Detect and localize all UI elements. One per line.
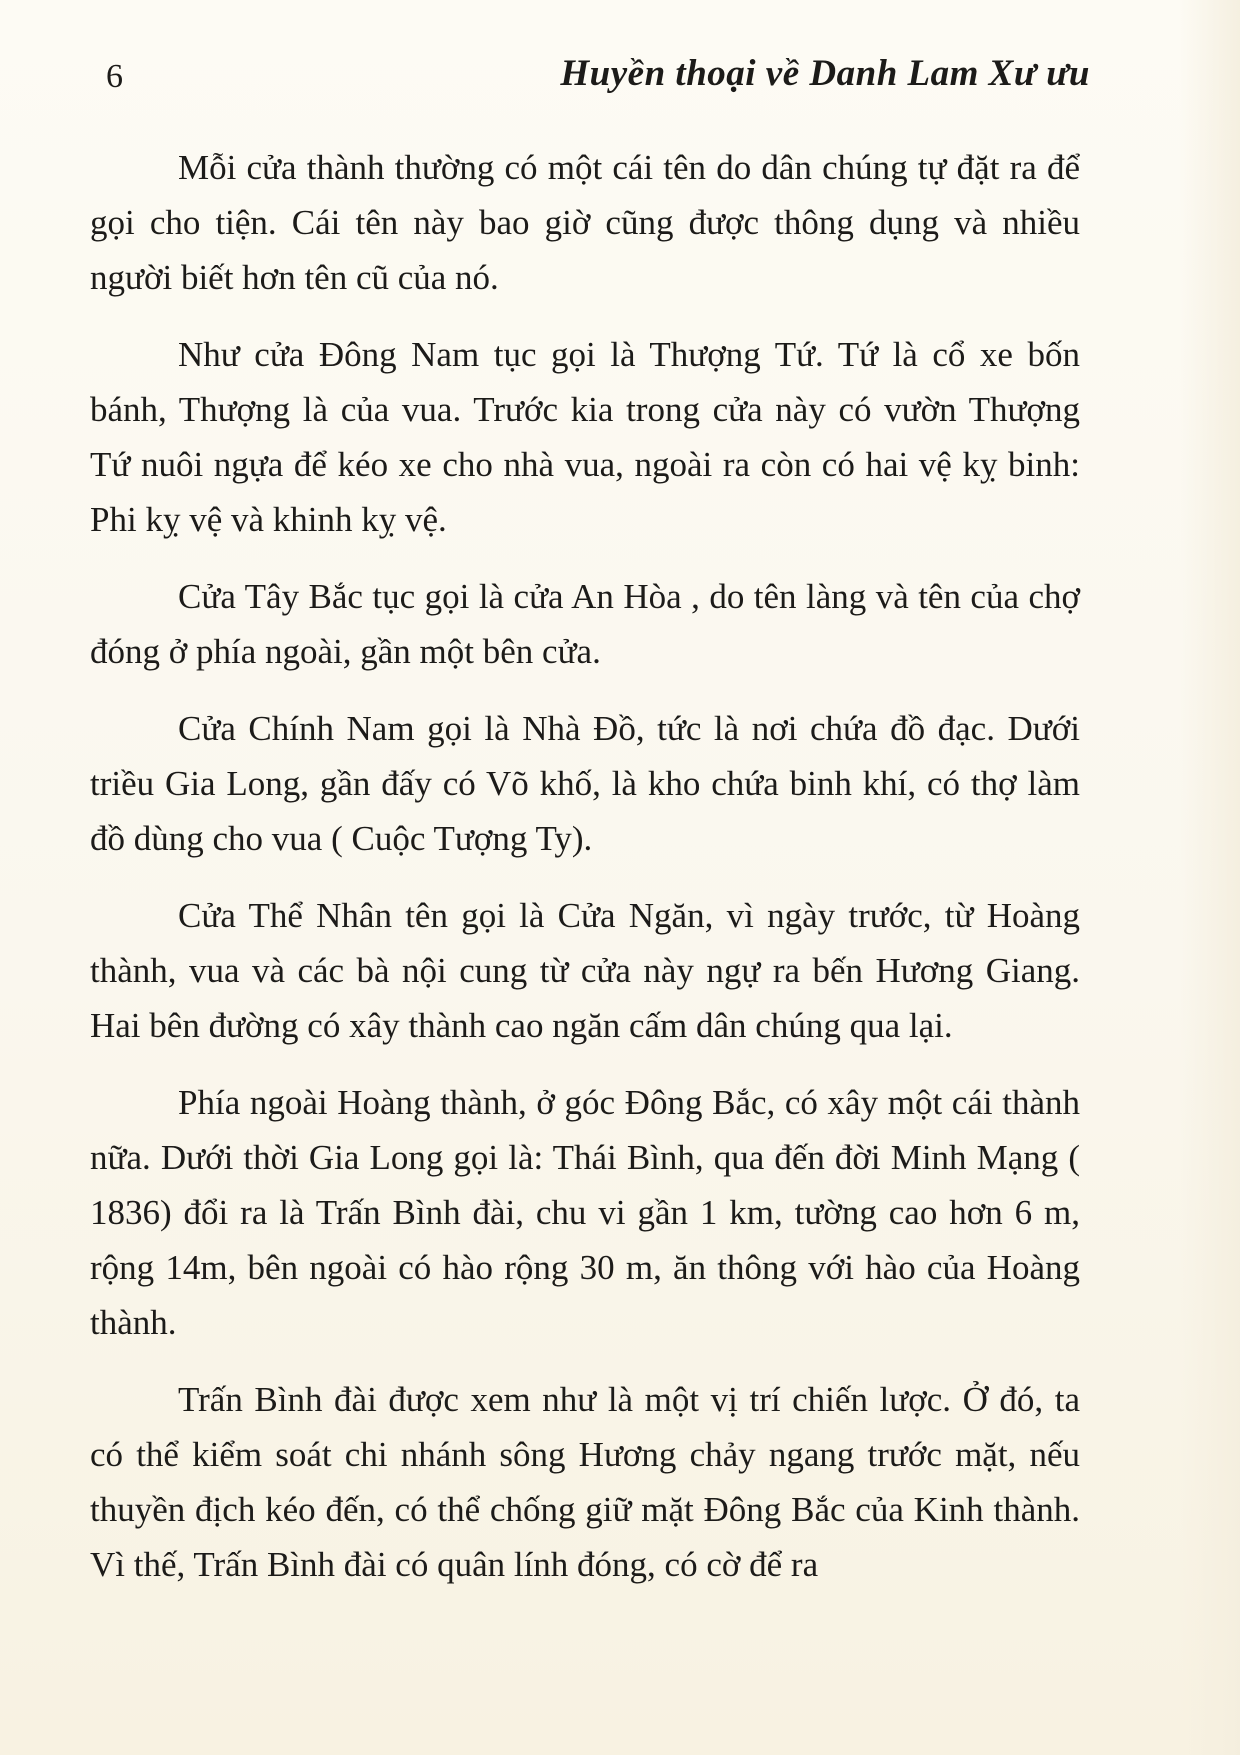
paragraph: Cửa Chính Nam gọi là Nhà Đồ, tức là nơi chứa đồ đạc. Dưới triều Gia Long, gần đấy có Võ khố, là kho chứa binh khí, có thợ làm đồ dùng cho vua ( Cuộc Tượng Ty).	[90, 709, 1080, 858]
paragraph: Mỗi cửa thành thường có một cái tên do dân chúng tự đặt ra để gọi cho tiện. Cái tên này bao giờ cũng được thông dụng và nhiều người biết hơn tên cũ của nó.	[90, 148, 1080, 297]
paragraph: Cửa Tây Bắc tục gọi là cửa An Hòa , do tên làng và tên của chợ đóng ở phía ngoài, gần một bên cửa.	[90, 577, 1080, 671]
body-text	[90, 140, 1080, 1614]
paragraph: Cửa Thể Nhân tên gọi là Cửa Ngăn, vì ngày trước, từ Hoàng thành, vua và các bà nội cung từ cửa này ngự ra bến Hương Giang. Hai bên đường có xây thành cao ngăn cấm dân chúng qua lại.	[90, 896, 1080, 1045]
paragraph: Trấn Bình đài được xem như là một vị trí chiến lược. Ở đó, ta có thể kiểm soát chi nhánh sông Hương chảy ngang trước mặt, nếu thuyền địch kéo đến, có thể chống giữ mặt Đông Bắc của Kinh thành. Vì thế, Trấn Bình đài có quân lính đóng, có cờ để ra	[90, 1380, 1080, 1584]
page-edge-shadow	[1180, 0, 1240, 1755]
page-number: 6	[106, 58, 123, 95]
running-title: Huyền thoại về Danh Lam Xư ưu	[560, 53, 1090, 94]
paragraph: Phía ngoài Hoàng thành, ở góc Đông Bắc, có xây một cái thành nữa. Dưới thời Gia Long gọi là: Thái Bình, qua đến đời Minh Mạng ( 1836) đổi ra là Trấn Bình đài, chu vi gần 1 km, tường cao hơn 6 m, rộng 14m, bên ngoài có hào rộng 30 m, ăn thông với hào của Hoàng thành.	[90, 1083, 1080, 1342]
paragraph: Như cửa Đông Nam tục gọi là Thượng Tứ. Tứ là cổ xe bốn bánh, Thượng là của vua. Trước kia trong cửa này có vườn Thượng Tứ nuôi ngựa để kéo xe cho nhà vua, ngoài ra còn có hai vệ kỵ binh: Phi kỵ vệ và khinh kỵ vệ.	[90, 335, 1080, 539]
